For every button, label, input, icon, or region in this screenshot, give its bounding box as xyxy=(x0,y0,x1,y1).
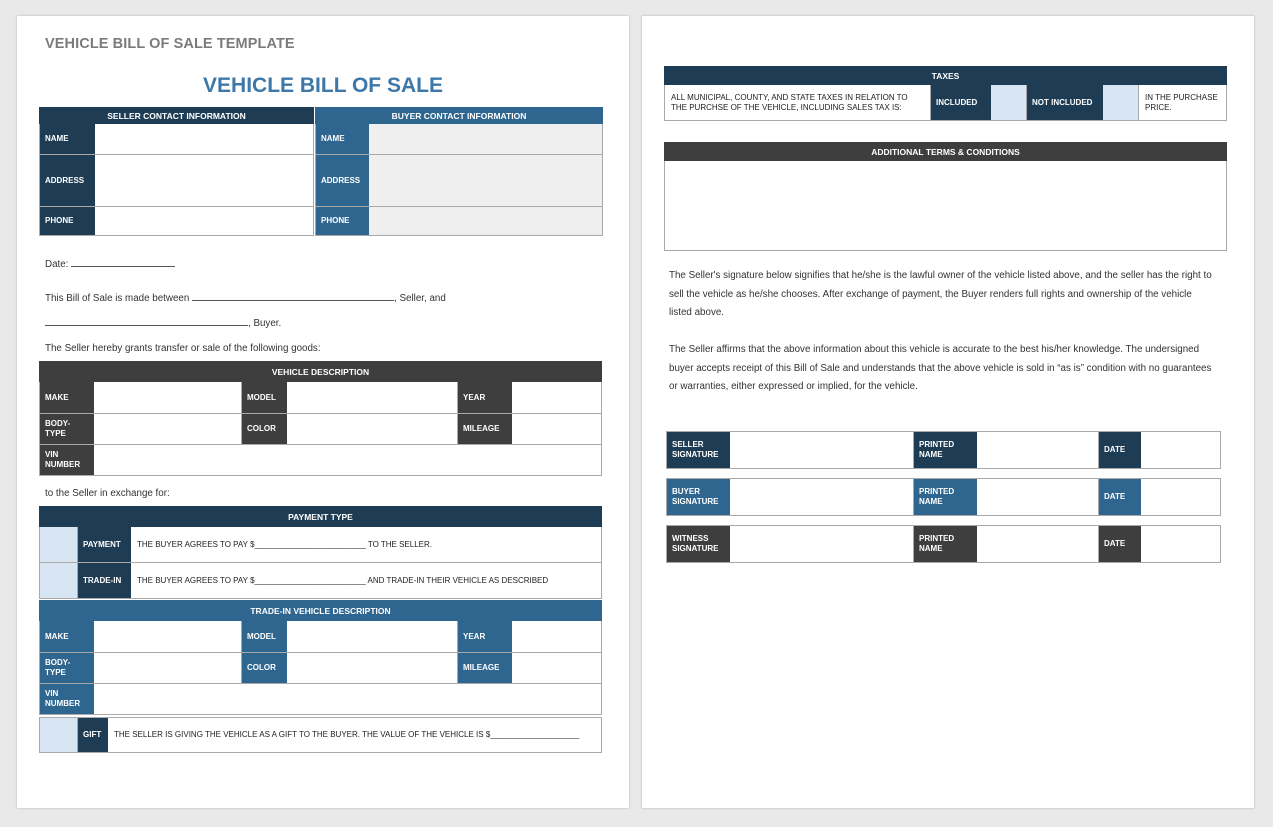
tradein-description-table xyxy=(39,600,602,715)
buyer-line xyxy=(45,315,281,332)
buyer-printed-name-label: PRINTED NAME xyxy=(914,479,977,515)
ownership-paragraph: The Seller's signature below signifies that he/she is the lawful owner of the vehicle listed above, and the seller has the right to sell the vehicle as he/she chooses. After exchange of payment, the Buyer renders full rights and ownership of the vehicle listed above. xyxy=(669,270,1212,318)
seller-address-field[interactable] xyxy=(95,155,313,206)
payment-type-header: PAYMENT TYPE xyxy=(39,506,602,527)
taxes-suffix: IN THE PURCHASE PRICE. xyxy=(1145,92,1218,112)
seller-signature-field[interactable] xyxy=(730,432,914,468)
buyer-contact-table xyxy=(315,107,603,236)
seller-date-field[interactable] xyxy=(1141,432,1220,468)
tradein-body-type-field[interactable] xyxy=(94,653,242,683)
page-right xyxy=(642,16,1254,808)
seller-signature-row xyxy=(666,431,1221,469)
year-field[interactable] xyxy=(512,382,601,413)
vehicle-description-header: VEHICLE DESCRIPTION xyxy=(39,361,602,382)
model-label: MODEL xyxy=(242,382,287,413)
date-blank[interactable] xyxy=(71,257,175,267)
seller-phone-label: PHONE xyxy=(40,207,95,235)
tradein-make-field[interactable] xyxy=(94,621,242,652)
vin-field[interactable] xyxy=(94,445,601,475)
tradein-color-label: COLOR xyxy=(242,653,287,683)
body-type-label: BODY- TYPE xyxy=(40,414,94,444)
gift-text: THE SELLER IS GIVING THE VEHICLE AS A GIFT TO THE BUYER. THE VALUE OF THE VEHICLE IS $____________________ xyxy=(114,730,580,739)
witness-signature-row xyxy=(666,525,1221,563)
make-label: MAKE xyxy=(40,382,94,413)
buyer-name-field[interactable] xyxy=(369,124,602,154)
tradein-mileage-field[interactable] xyxy=(512,653,601,683)
date-line xyxy=(45,256,175,273)
additional-terms-table xyxy=(664,142,1227,251)
gift-row xyxy=(39,717,602,753)
made-between-line xyxy=(45,290,446,307)
seller-address-label: ADDRESS xyxy=(40,155,95,206)
witness-signature-field[interactable] xyxy=(730,526,914,562)
tradein-vin-label: VIN NUMBER xyxy=(40,684,94,714)
seller-printed-name-label: PRINTED NAME xyxy=(914,432,977,468)
seller-contact-table xyxy=(39,107,314,236)
taxes-table xyxy=(664,66,1227,121)
witness-printed-name-field[interactable] xyxy=(977,526,1099,562)
taxes-text: ALL MUNICIPAL, COUNTY, AND STATE TAXES IN RELATION TO THE PURCHSE OF THE VEHICLE, INCLUDING SALES TAX IS: xyxy=(665,85,931,120)
buyer-address-label: ADDRESS xyxy=(316,155,369,206)
seller-date-label: DATE xyxy=(1099,432,1141,468)
taxes-header: TAXES xyxy=(664,66,1227,85)
seller-name-field[interactable] xyxy=(95,124,313,154)
buyer-phone-label: PHONE xyxy=(316,207,369,235)
not-included-label: NOT INCLUDED xyxy=(1027,85,1103,120)
tradein-body-type-label: BODY- TYPE xyxy=(40,653,94,683)
witness-date-field[interactable] xyxy=(1141,526,1220,562)
vin-label: VIN NUMBER xyxy=(40,445,94,475)
year-label: YEAR xyxy=(458,382,512,413)
buyer-address-field[interactable] xyxy=(369,155,602,206)
buyer-name-blank[interactable] xyxy=(45,316,248,326)
tradein-text: THE BUYER AGREES TO PAY $_________________________ AND TRADE-IN THEIR VEHICLE AS DESCRIBED xyxy=(137,575,549,585)
affirmation-paragraph: The Seller affirms that the above information about this vehicle is accurate to the best his/her knowledge. The undersigned buyer accepts receipt of this Bill of Sale and understands that the above vehicle is sold in “as is” condition with no guarantees or warranties, either expressed or implied, for the vehicle. xyxy=(669,344,1212,392)
tradein-label: TRADE-IN xyxy=(78,563,131,598)
color-field[interactable] xyxy=(287,414,458,444)
witness-date-label: DATE xyxy=(1099,526,1141,562)
buyer-signature-label: BUYER SIGNATURE xyxy=(667,479,730,515)
tradein-color-field[interactable] xyxy=(287,653,458,683)
document-title: VEHICLE BILL OF SALE xyxy=(203,74,443,97)
additional-terms-header: ADDITIONAL TERMS & CONDITIONS xyxy=(664,142,1227,161)
buyer-date-label: DATE xyxy=(1099,479,1141,515)
additional-terms-field[interactable] xyxy=(664,161,1227,251)
color-label: COLOR xyxy=(242,414,287,444)
grants-text: The Seller hereby grants transfer or sale of the following goods: xyxy=(45,343,321,354)
tradein-checkbox[interactable] xyxy=(40,563,78,598)
not-included-checkbox[interactable] xyxy=(1103,85,1139,120)
seller-and-text: , Seller, and xyxy=(394,293,446,304)
tradein-make-label: MAKE xyxy=(40,621,94,652)
buyer-suffix: , Buyer. xyxy=(248,318,282,329)
tradein-vin-field[interactable] xyxy=(94,684,601,714)
seller-contact-header: SELLER CONTACT INFORMATION xyxy=(39,107,314,124)
witness-printed-name-label: PRINTED NAME xyxy=(914,526,977,562)
buyer-date-field[interactable] xyxy=(1141,479,1220,515)
seller-signature-label: SELLER SIGNATURE xyxy=(667,432,730,468)
included-label: INCLUDED xyxy=(931,85,991,120)
model-field[interactable] xyxy=(287,382,458,413)
vehicle-description-table xyxy=(39,361,602,476)
payment-text: THE BUYER AGREES TO PAY $_________________________ TO THE SELLER. xyxy=(137,539,433,549)
buyer-signature-field[interactable] xyxy=(730,479,914,515)
payment-type-table xyxy=(39,506,602,599)
gift-label: GIFT xyxy=(78,718,108,752)
witness-signature-label: WITNESS SIGNATURE xyxy=(667,526,730,562)
tradein-model-field[interactable] xyxy=(287,621,458,652)
template-title: VEHICLE BILL OF SALE TEMPLATE xyxy=(45,36,295,52)
seller-name-blank[interactable] xyxy=(192,291,394,301)
payment-checkbox[interactable] xyxy=(40,527,78,562)
exchange-text: to the Seller in exchange for: xyxy=(45,488,170,499)
tradein-mileage-label: MILEAGE xyxy=(458,653,512,683)
mileage-label: MILEAGE xyxy=(458,414,512,444)
included-checkbox[interactable] xyxy=(991,85,1027,120)
seller-name-label: NAME xyxy=(40,124,95,154)
buyer-phone-field[interactable] xyxy=(369,207,602,235)
date-label: Date: xyxy=(45,259,69,270)
tradein-model-label: MODEL xyxy=(242,621,287,652)
payment-label: PAYMENT xyxy=(78,527,131,562)
tradein-year-field[interactable] xyxy=(512,621,601,652)
buyer-signature-row xyxy=(666,478,1221,516)
tradein-year-label: YEAR xyxy=(458,621,512,652)
gift-checkbox[interactable] xyxy=(40,718,78,752)
seller-printed-name-field[interactable] xyxy=(977,432,1099,468)
buyer-contact-header: BUYER CONTACT INFORMATION xyxy=(315,107,603,124)
buyer-name-label: NAME xyxy=(316,124,369,154)
buyer-printed-name-field[interactable] xyxy=(977,479,1099,515)
page-left xyxy=(17,16,629,808)
make-field[interactable] xyxy=(94,382,242,413)
mileage-field[interactable] xyxy=(512,414,601,444)
made-between-text: This Bill of Sale is made between xyxy=(45,293,190,304)
body-type-field[interactable] xyxy=(94,414,242,444)
tradein-description-header: TRADE-IN VEHICLE DESCRIPTION xyxy=(39,600,602,621)
seller-phone-field[interactable] xyxy=(95,207,313,235)
